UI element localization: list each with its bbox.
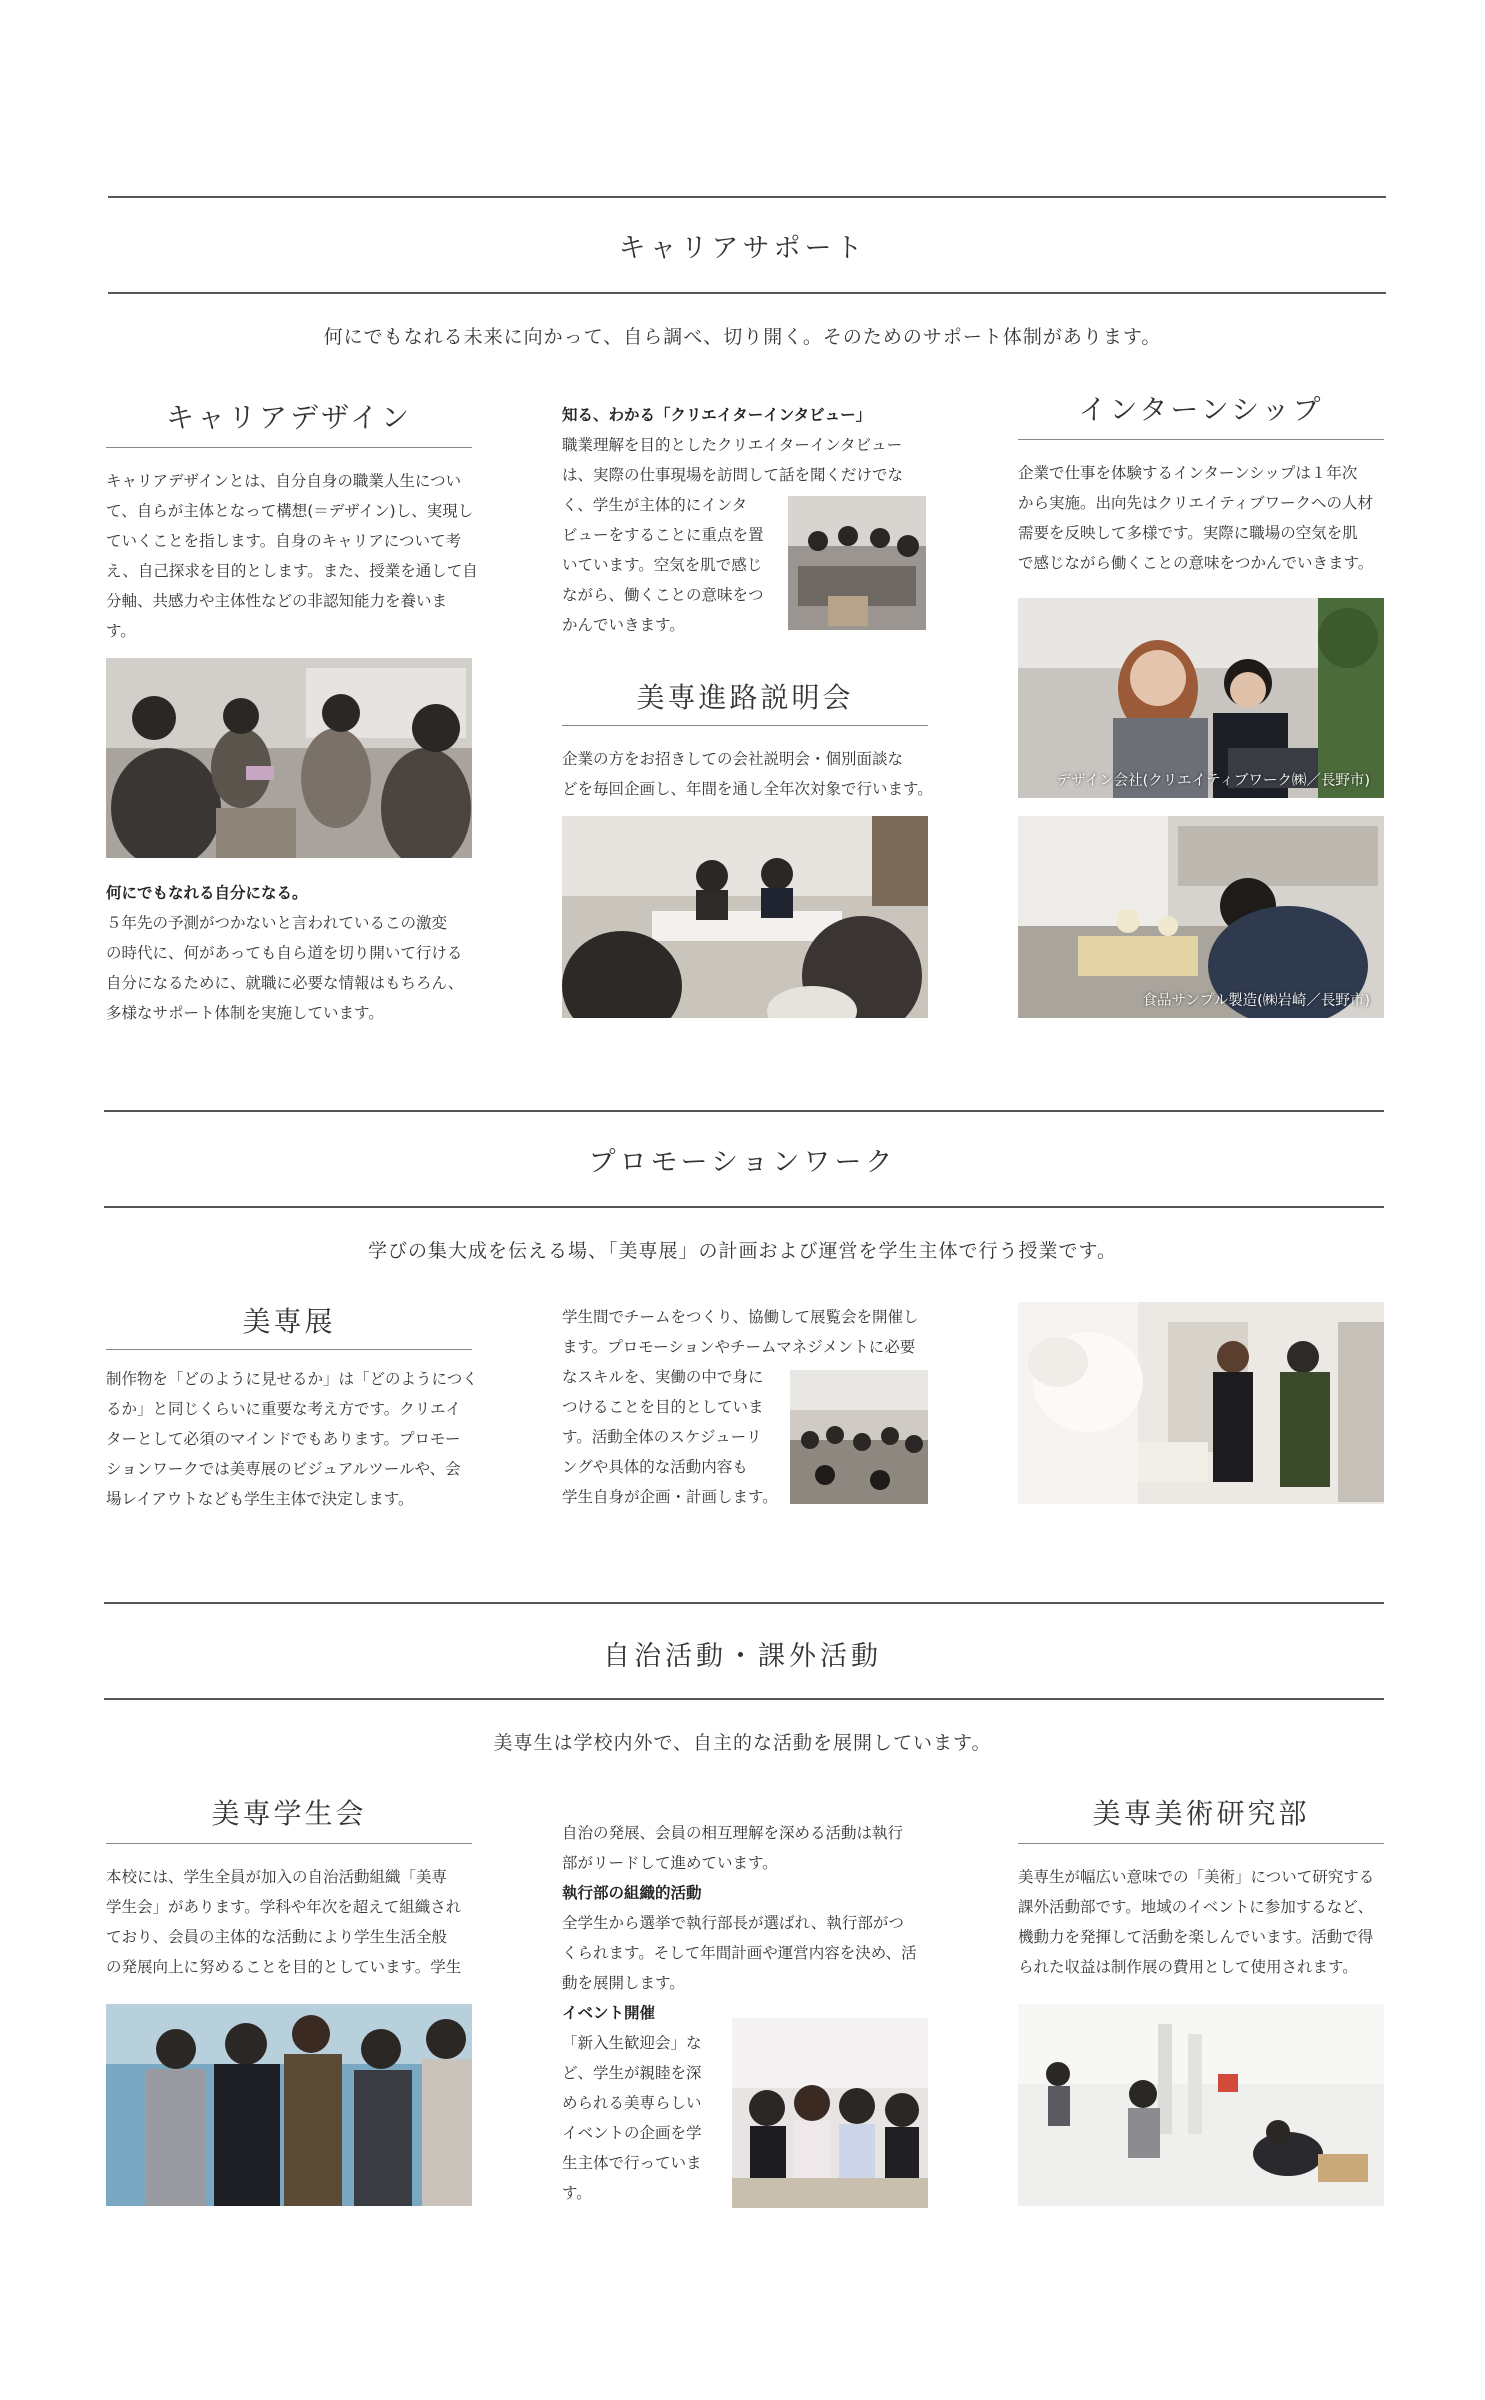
career-design-body: キャリアデザインとは、自分自身の職業人生につい て、自らが主体となって構想(＝デザイン)し、実現し ていくことを指します。自身のキャリアについて考 え、自己探求を目的とします。また、授業を通して自 分軸、共感力や主体性などの非認知能力を養いま す。 [106, 472, 478, 640]
career-design-photo [106, 658, 472, 858]
section-lead-promotion: 学びの集大成を伝える場、「美専展」の計画および運営を学生主体で行う授業です。 [368, 1240, 1117, 1262]
interview-head: 知る、わかる「クリエイターインタビュー」 [562, 406, 872, 424]
section-rule-bottom [108, 292, 1386, 294]
exhibition-title: 美専展 [242, 1305, 336, 1338]
event-photo [732, 2018, 928, 2208]
internship-caption-design: デザイン会社(クリエイティブワーク㈱／長野市) [1056, 773, 1370, 789]
internship-caption-food: 食品サンプル製造(㈱岩崎／長野市) [1142, 993, 1370, 1009]
exhibition-body: 制作物を「どのように見せるか」は「どのようにつく るか」と同じくらいに重要な考え方です。クリエイ ターとして必須のマインドでもあります。プロモー ションワークでは美専展のビジュアルツールや、会 場レイアウトなども学生主体で決定します。 [106, 1370, 478, 1508]
exhibition-rule [106, 1349, 472, 1350]
executive-head1: 執行部の組織的活動 [562, 1884, 702, 1902]
internship-photo-design [1018, 598, 1384, 798]
briefing-title: 美専進路説明会 [636, 681, 854, 714]
internship-title: インターンシップ [1078, 393, 1324, 426]
interview-body: 職業理解を目的としたクリエイターインタビュー は、実際の仕事現場を訪問して話を聞くだけでな く、学生が主体的にインタ ビューをすることに重点を置 いています。空気を肌で感じ ながら、働くことの意味をつ かんでいきます。 [562, 436, 904, 634]
career-design-title: キャリアデザイン [165, 401, 413, 434]
art-club-body: 美専生が幅広い意味での「美術」について研究する 課外活動部です。地域のイベントに参加するなど、 機動力を発揮して活動を楽しんでいます。活動で得 られた収益は制作展の費用として使用されます。 [1018, 1868, 1375, 1976]
art-club-rule [1018, 1843, 1384, 1844]
executive-body3: 「新入生歓迎会」な ど、学生が親睦を深 められる美専らしい イベントの企画を学 生主体で行っていま す。 [562, 2034, 702, 2202]
council-photo [106, 2004, 472, 2206]
section-title-promotion: プロモーションワーク [588, 1147, 897, 1178]
section-title-career: キャリアサポート [618, 233, 867, 264]
section-lead-career: 何にでもなれる未来に向かって、自ら調べ、切り開く。そのためのサポート体制があります。 [323, 326, 1162, 348]
exhibition-photo [1018, 1302, 1384, 1504]
executive-head2: イベント開催 [562, 2004, 656, 2022]
section-rule-bottom [104, 1206, 1384, 1208]
interview-photo [788, 496, 926, 630]
team-body: 学生間でチームをつくり、協働して展覧会を開催し ます。プロモーションやチームマネジメントに必要 なスキルを、実働の中で身に つけることを目的としていま す。活動全体のスケジューリ ングや具体的な活動内容も 学生自身が企画・計画します。 [562, 1308, 919, 1506]
council-body: 本校には、学生全員が加入の自治活動組織「美専 学生会」があります。学科や年次を超えて組織され ており、会員の主体的な活動により学生生活全般 の発展向上に努めることを目的としています。学生 [106, 1868, 462, 1976]
art-club-title: 美専美術研究部 [1092, 1797, 1310, 1830]
team-photo [790, 1370, 928, 1504]
section-rule-top [104, 1602, 1384, 1604]
career-design-rule [106, 447, 472, 448]
internship-rule [1018, 439, 1384, 440]
council-rule [106, 1843, 472, 1844]
briefing-body: 企業の方をお招きしての会社説明会・個別面談な どを毎回企画し、年間を通し全年次対象で行います。 [562, 750, 933, 798]
internship-photo-food [1018, 816, 1384, 1018]
career-design-subhead: 何にでもなれる自分になる。 [106, 884, 308, 902]
section-rule-bottom [104, 1698, 1384, 1700]
internship-body: 企業で仕事を体験するインターンシップは１年次 から実施。出向先はクリエイティブワークへの人材 需要を反映して多様です。実際に職場の空気を肌 で感じながら働くことの意味をつかんでいきます。 [1018, 464, 1374, 572]
section-lead-activities: 美専生は学校内外で、自主的な活動を展開しています。 [493, 1732, 992, 1754]
section-rule-top [108, 196, 1386, 198]
executive-body2: 全学生から選挙で執行部長が選ばれ、執行部がつ くられます。そして年間計画や運営内容を決め、活 動を展開します。 [562, 1914, 917, 1992]
section-rule-top [104, 1110, 1384, 1112]
council-title: 美専学生会 [211, 1797, 367, 1830]
briefing-rule [562, 725, 928, 726]
briefing-photo [562, 816, 928, 1018]
executive-body1: 自治の発展、会員の相互理解を深める活動は執行 部がリードして進めています。 [562, 1824, 904, 1872]
art-club-photo [1018, 2004, 1384, 2206]
career-design-body2: ５年先の予測がつかないと言われているこの激変 の時代に、何があっても自ら道を切り開いて行ける 自分になるために、就職に必要な情報はもちろん、 多様なサポート体制を実施しています。 [106, 914, 464, 1022]
section-title-activities: 自治活動・課外活動 [603, 1641, 882, 1672]
